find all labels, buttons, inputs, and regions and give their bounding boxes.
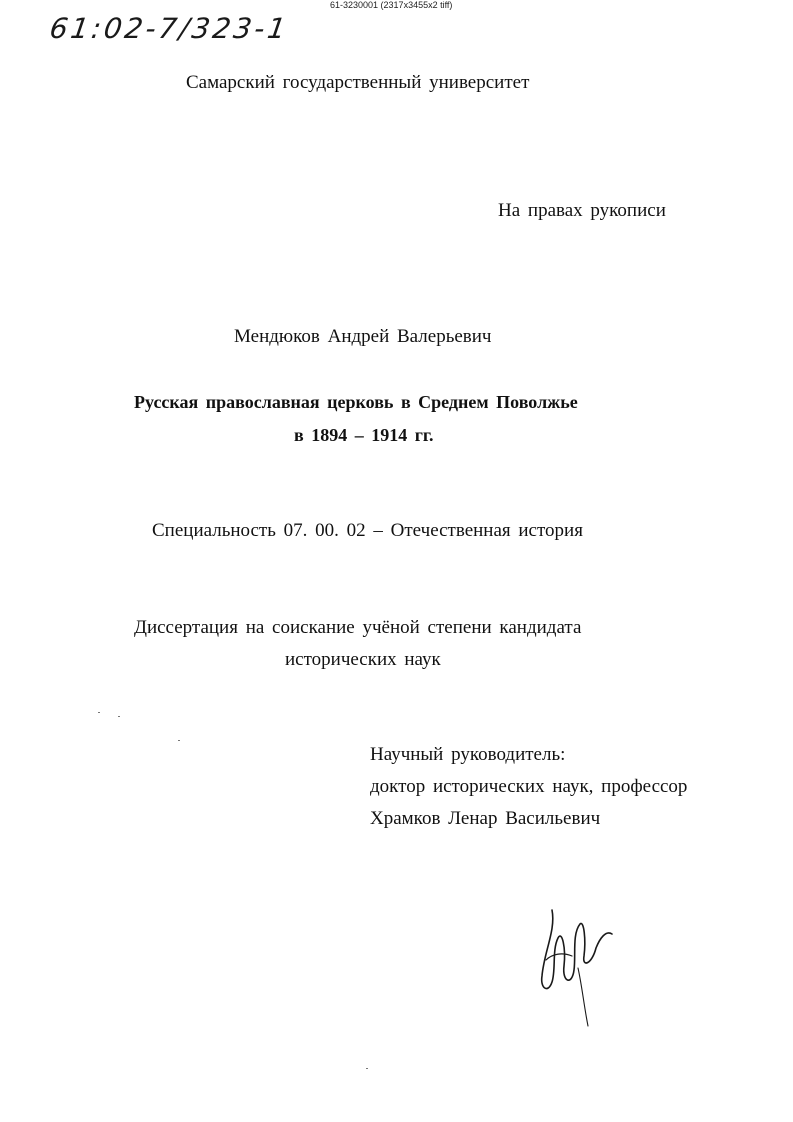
dissertation-title-line-1: Русская православная церковь в Среднем Поволжье [134, 392, 578, 412]
scan-speck [366, 1068, 368, 1069]
advisor-degree: доктор исторических наук, профессор [370, 776, 688, 797]
handwritten-catalog-number: 61:02-7/323-1 [47, 12, 291, 45]
scan-speck [98, 712, 100, 713]
handwritten-signature [522, 890, 622, 1030]
manuscript-rights-note: На правах рукописи [498, 200, 666, 221]
advisor-label: Научный руководитель: [370, 744, 566, 765]
speciality-line: Специальность 07. 00. 02 – Отечественная история [152, 520, 583, 541]
advisor-name: Храмков Ленар Васильевич [370, 808, 601, 829]
scan-speck [178, 740, 180, 741]
university-name: Самарский государственный университет [186, 72, 530, 93]
scan-id-label: 61-3230001 (2317x3455x2 tiff) [330, 0, 453, 10]
author-name: Мендюков Андрей Валерьевич [234, 326, 492, 347]
dissertation-title-line-2: в 1894 – 1914 гг. [294, 425, 434, 445]
dissertation-purpose-line-2: исторических наук [285, 649, 441, 670]
dissertation-purpose-line-1: Диссертация на соискание учёной степени кандидата [134, 617, 582, 638]
scan-speck [118, 716, 120, 717]
